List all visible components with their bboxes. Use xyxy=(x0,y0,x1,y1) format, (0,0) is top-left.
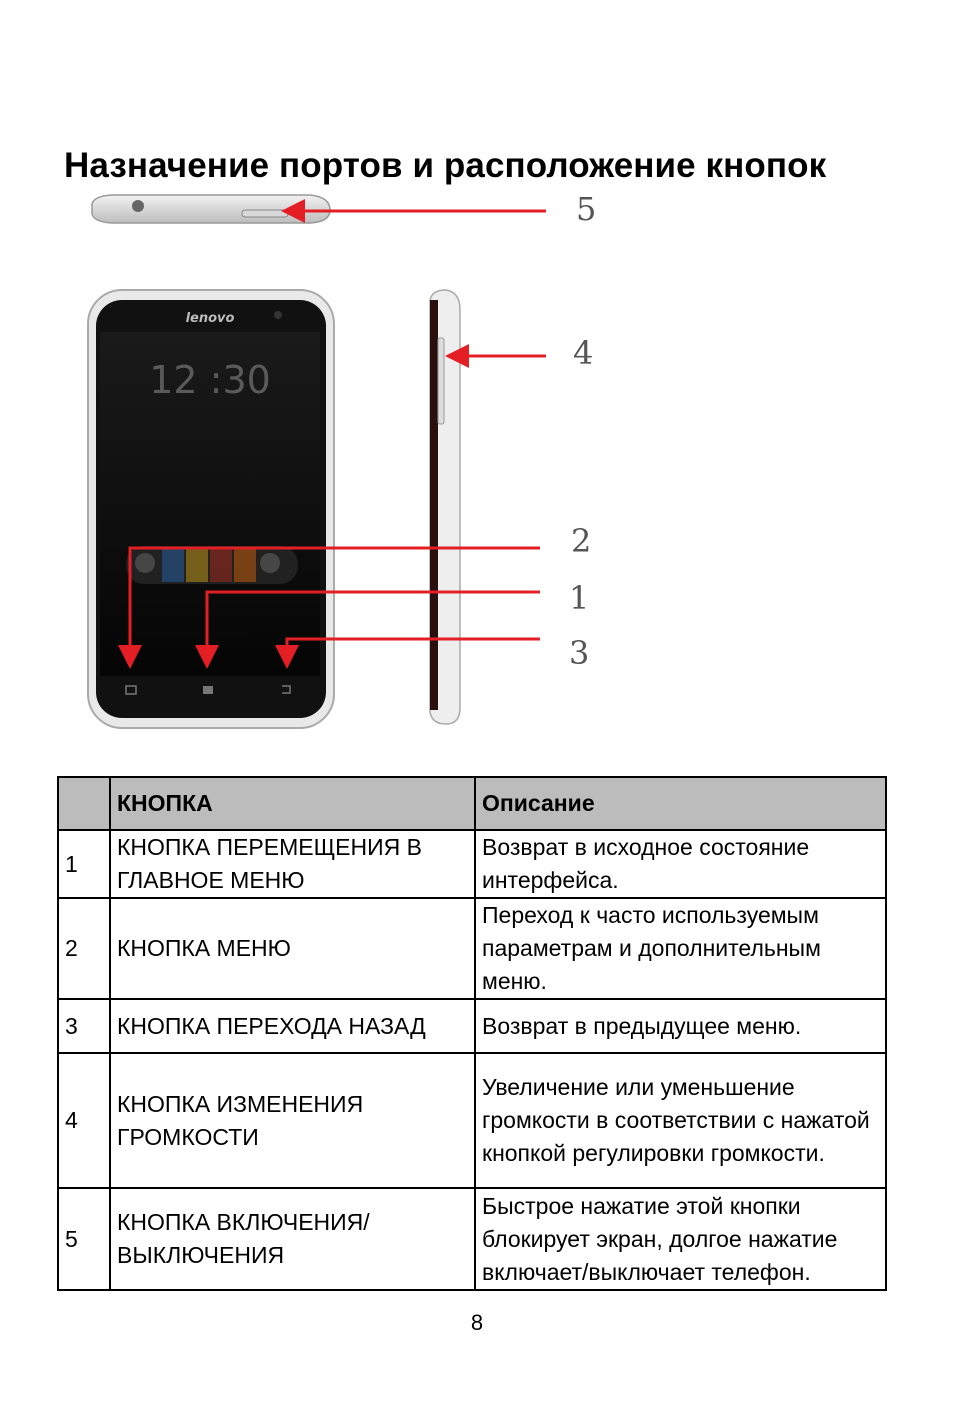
header-description: Описание xyxy=(475,777,886,830)
row-description: Возврат в предыдущее меню. xyxy=(475,999,886,1053)
callout-2: 2 xyxy=(571,522,592,560)
header-button: КНОПКА xyxy=(110,777,475,830)
callout-3: 3 xyxy=(569,634,590,672)
phone-top-view xyxy=(92,195,330,223)
row-number: 5 xyxy=(58,1188,110,1290)
power-button xyxy=(242,210,288,217)
home-key-icon xyxy=(203,686,213,694)
callout-1: 1 xyxy=(569,579,590,617)
table-row xyxy=(58,830,886,898)
row-button: КНОПКА ВКЛЮЧЕНИЯ/ВЫКЛЮЧЕНИЯ xyxy=(110,1188,475,1290)
row-button: КНОПКА ПЕРЕМЕЩЕНИЯ В ГЛАВНОЕ МЕНЮ xyxy=(110,830,475,898)
page-number: 8 xyxy=(470,1310,484,1335)
buttons-table xyxy=(57,776,887,1291)
headphone-jack-icon xyxy=(132,200,144,212)
table-row xyxy=(58,898,886,999)
volume-rocker xyxy=(438,338,444,424)
row-number: 2 xyxy=(58,898,110,999)
table-row xyxy=(58,1053,886,1188)
table-row xyxy=(58,999,886,1053)
header-number xyxy=(58,777,110,830)
clock-display: 12 :30 xyxy=(149,358,271,402)
row-button: КНОПКА МЕНЮ xyxy=(110,898,475,999)
row-number: 3 xyxy=(58,999,110,1053)
dock-icons xyxy=(126,546,298,584)
row-description: Увеличение или уменьшение громкости в соответствии с нажатой кнопкой регулировки громкости. xyxy=(475,1053,886,1188)
callout-5: 5 xyxy=(576,190,597,228)
row-description: Возврат в исходное состояние интерфейса. xyxy=(475,830,886,898)
row-button: КНОПКА ПЕРЕХОДА НАЗАД xyxy=(110,999,475,1053)
phone-front-view xyxy=(88,290,334,728)
row-number: 1 xyxy=(58,830,110,898)
table-row xyxy=(58,1188,886,1290)
row-button: КНОПКА ИЗМЕНЕНИЯ ГРОМКОСТИ xyxy=(110,1053,475,1188)
row-description: Быстрое нажатие этой кнопки блокирует экран, долгое нажатие включает/выключает телефон. xyxy=(475,1188,886,1290)
brand-logo: lenovo xyxy=(185,311,235,326)
row-number: 4 xyxy=(58,1053,110,1188)
callout-4: 4 xyxy=(573,334,594,372)
page-title: Назначение портов и расположение кнопок xyxy=(64,146,827,185)
phone-diagram xyxy=(0,180,954,740)
row-description: Переход к часто используемым параметрам и дополнительным меню. xyxy=(475,898,886,999)
table-header-row xyxy=(58,777,886,830)
